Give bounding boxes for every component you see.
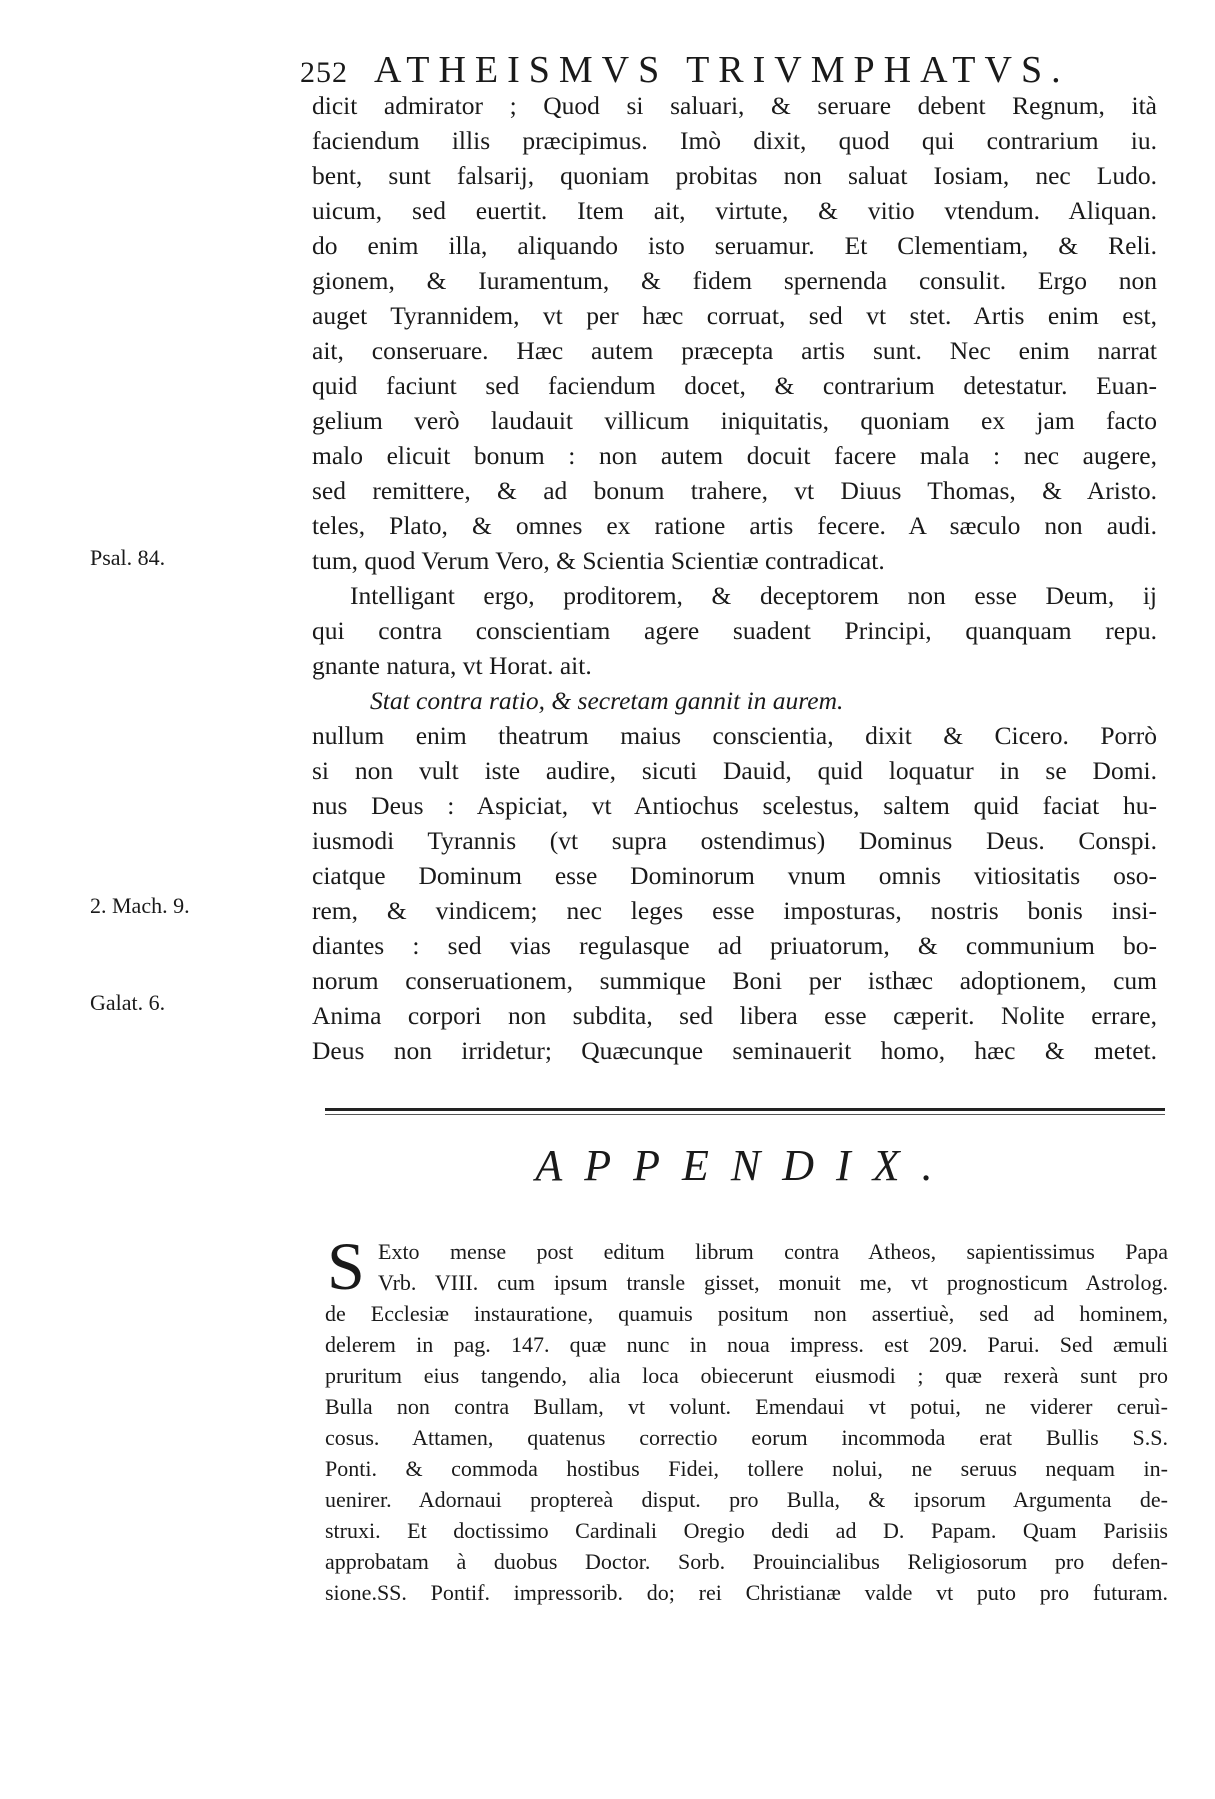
text-line: gnante natura, vt Horat. ait. — [312, 651, 592, 680]
text-line: dicit admirator ; Quod si saluari, & seruare debent Regnum, ità — [312, 91, 1157, 120]
text-line: ait, conseruare. Hæc autem præcepta artis sunt. Nec enim narrat — [312, 336, 1157, 365]
text-line: auget Tyrannidem, vt per hæc corruat, sed vt stet. Artis enim est, — [312, 301, 1157, 330]
text-line: quid faciunt sed faciendum docet, & contrarium detestatur. Euan- — [312, 371, 1157, 400]
margin-note: Galat. 6. — [90, 990, 166, 1015]
appendix-line: Vrb. VIII. cum ipsum transle gisset, monuit me, vt prognosticum Astrolog. — [378, 1270, 1168, 1295]
appendix-line: de Ecclesiæ instauratione, quamuis positum non assertiuè, sed ad hominem, — [325, 1301, 1168, 1326]
appendix-line: uenirer. Adornaui proptereà disput. pro Bulla, & ipsorum Argumenta de- — [325, 1487, 1168, 1512]
appendix-title: APPENDIX. — [535, 1141, 955, 1190]
text-line: Deus non irridetur; Quæcunque seminauerit homo, hæc & metet. — [312, 1036, 1157, 1065]
text-line: diantes : sed vias regulasque ad priuatorum, & communium bo- — [312, 931, 1157, 960]
text-line: si non vult iste audire, sicuti Dauid, quid loquatur in se Domi. — [312, 756, 1157, 785]
appendix-line: delerem in pag. 147. quæ nunc in noua impress. est 209. Parui. Sed æmuli — [325, 1332, 1168, 1357]
text-line: qui contra conscientiam agere suadent Principi, quanquam repu. — [312, 616, 1157, 645]
drop-cap: S — [327, 1228, 365, 1304]
section-divider-thin — [325, 1114, 1165, 1115]
text-line: norum conseruationem, summique Boni per isthæc adoptionem, cum — [312, 966, 1157, 995]
appendix-line: Bulla non contra Bullam, vt volunt. Emendaui vt potui, ne viderer ceruì- — [325, 1394, 1168, 1419]
text-line: uicum, sed euertit. Item ait, virtute, & vitio vtendum. Aliquan. — [312, 196, 1157, 225]
text-line: do enim illa, aliquando isto seruamur. Et Clementiam, & Reli. — [312, 231, 1157, 260]
text-line: nullum enim theatrum maius conscientia, dixit & Cicero. Porrò — [312, 721, 1157, 750]
text-line: bent, sunt falsarij, quoniam probitas non saluat Iosiam, nec Ludo. — [312, 161, 1157, 190]
text-line: gelium verò laudauit villicum iniquitatis, quoniam ex jam facto — [312, 406, 1157, 435]
text-line: malo elicuit bonum : non autem docuit facere mala : nec augere, — [312, 441, 1157, 470]
text-line: iusmodi Tyrannis (vt supra ostendimus) Dominus Deus. Conspi. — [312, 826, 1157, 855]
appendix-line: sione.SS. Pontif. impressorib. do; rei Christianæ valde vt puto pro futuram. — [325, 1580, 1168, 1605]
text-line: Intelligant ergo, proditorem, & deceptorem non esse Deum, ij — [350, 581, 1157, 610]
appendix-line: Exto mense post editum librum contra Atheos, sapientissimus Papa — [378, 1239, 1168, 1264]
text-line: Anima corpori non subdita, sed libera esse cæperit. Nolite errare, — [312, 1001, 1157, 1030]
text-line: ciatque Dominum esse Dominorum vnum omnis vitiositatis oso- — [312, 861, 1157, 890]
margin-note: 2. Mach. 9. — [90, 893, 190, 918]
text-line: faciendum illis præcipimus. Imò dixit, quod qui contrarium iu. — [312, 126, 1157, 155]
margin-note: Psal. 84. — [90, 545, 166, 570]
verse-quote: Stat contra ratio, & secretam gannit in aurem. — [370, 686, 844, 715]
text-line: teles, Plato, & omnes ex ratione artis fecere. A sæculo non audi. — [312, 511, 1157, 540]
page-number: 252 — [300, 56, 348, 89]
appendix-line: cosus. Attamen, quatenus correctio eorum incommoda erat Bullis S.S. — [325, 1425, 1168, 1450]
section-divider — [325, 1108, 1165, 1111]
appendix-line: pruritum eius tangendo, alia loca obiecerunt eiusmodi ; quæ rexerà sunt pro — [325, 1363, 1168, 1388]
text-line: nus Deus : Aspiciat, vt Antiochus scelestus, saltem quid faciat hu- — [312, 791, 1157, 820]
appendix-line: Ponti. & commoda hostibus Fidei, tollere nolui, ne seruus nequam in- — [325, 1456, 1168, 1481]
text-line: rem, & vindicem; nec leges esse imposturas, nostris bonis insi- — [312, 896, 1157, 925]
text-line: gionem, & Iuramentum, & fidem spernenda consulit. Ergo non — [312, 266, 1157, 295]
text-line: sed remittere, & ad bonum trahere, vt Diuus Thomas, & Aristo. — [312, 476, 1157, 505]
text-line: tum, quod Verum Vero, & Scientia Scientiæ contradicat. — [312, 546, 885, 575]
running-title: ATHEISMVS TRIVMPHATVS. — [374, 49, 1070, 91]
appendix-line: struxi. Et doctissimo Cardinali Oregio dedi ad D. Papam. Quam Parisiis — [325, 1518, 1168, 1543]
appendix-line: approbatam à duobus Doctor. Sorb. Prouincialibus Religiosorum pro defen- — [325, 1549, 1168, 1574]
